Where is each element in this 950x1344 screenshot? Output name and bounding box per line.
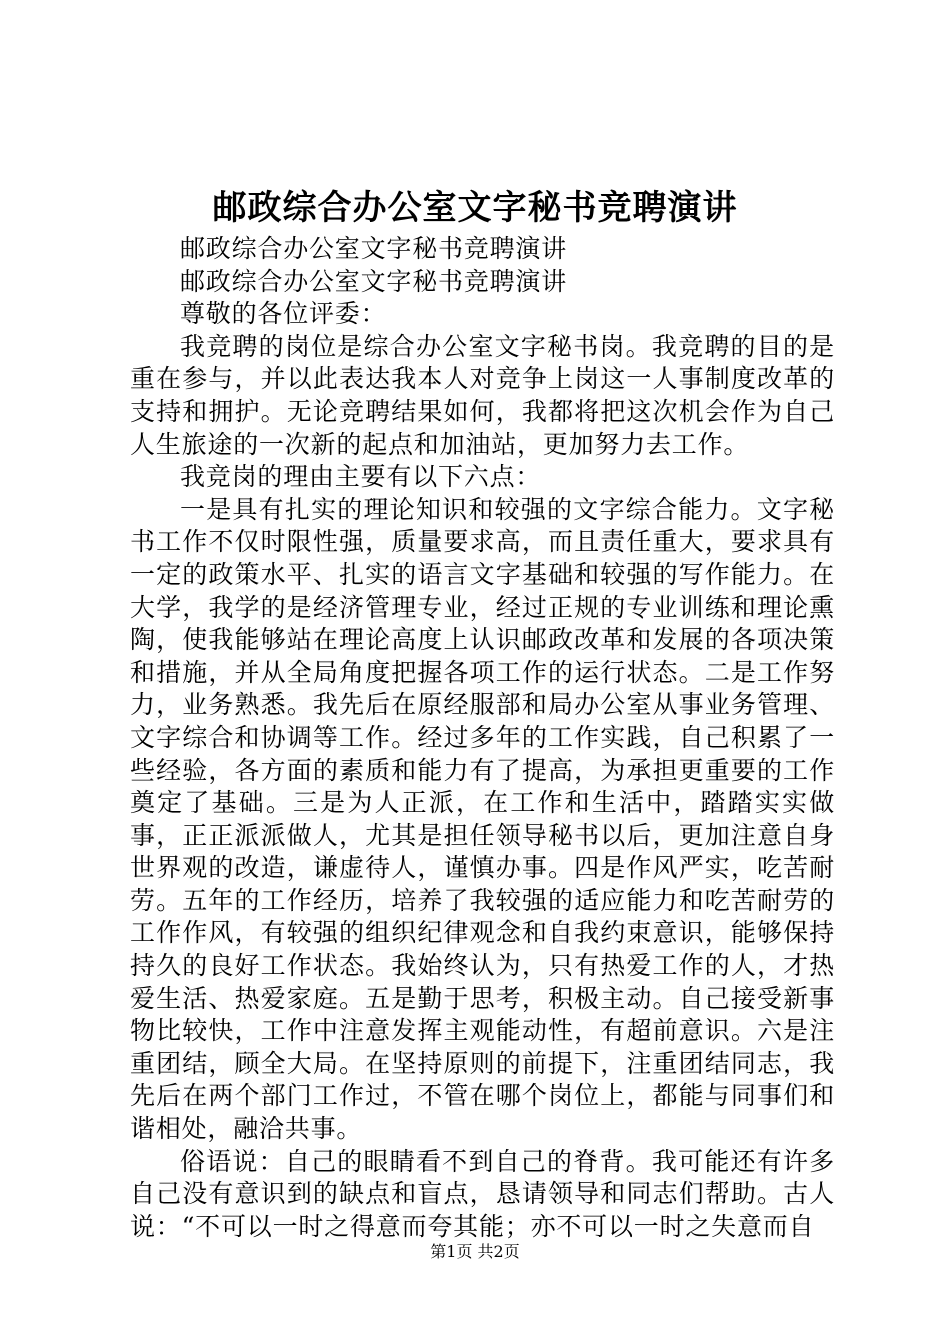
body-paragraph: 邮政综合办公室文字秘书竞聘演讲 xyxy=(180,234,568,263)
document-title: 邮政综合办公室文字秘书竞聘演讲 xyxy=(212,188,738,228)
body-paragraph: 一是具有扎实的理论知识和较强的文字综合能力。文字秘书工作不仅时限性强，质量要求高，而且责任重大，要求具有一定的政策水平、扎实的语言文字基础和较强的写作能力。在大学，我学的是经济管理专业，经过正规的专业训练和理论熏陶，使我能够站在理论高度上认识邮政改革和发展的各项决策和措施，并从全局角度把握各项工作的运行状态。二是工作努力，业务熟悉。我先后在原经服部和局办公室从事业务管理、文字综合和协调等工作。经过多年的工作实践，自己积累了一些经验，各方面的素质和能力有了提高，为承担更重要的工作奠定了基础。三是为人正派，在工作和生活中，踏踏实实做事，正正派派做人，尤其是担任领导秘书以后，更加注意自身世界观的改造，谦虚待人，谨慎办事。四是作风严实，吃苦耐劳。五年的工作经历，培养了我较强的适应能力和吃苦耐劳的工作作风，有较强的组织纪律观念和自我约束意识，能够保持持久的良好工作状态。我始终认为，只有热爱工作的人，才热爱生活、热爱家庭。五是勤于思考，积极主动。自己接受新事物比较快，工作中注意发挥主观能动性，有超前意识。六是注重团结，顾全大局。在坚持原则的前提下，注重团结同志，我先后在两个部门工作过，不管在哪个岗位上，都能与同事们和谐相处，融洽共事。 xyxy=(130,494,835,1144)
body-paragraph: 邮政综合办公室文字秘书竞聘演讲 xyxy=(180,266,568,296)
document-body xyxy=(130,233,835,1243)
page-footer: 第1页 共2页 xyxy=(430,1242,520,1261)
body-paragraph: 俗语说：自己的眼睛看不到自己的脊背。我可能还有许多自己没有意识到的缺点和盲点，恳请领导和同志们帮助。古人说：“不可以一时之得意而夸其能；亦不可以一时之失意而自 xyxy=(130,1146,835,1241)
body-paragraph: 我竞聘的岗位是综合办公室文字秘书岗。我竞聘的目的是重在参与，并以此表达我本人对竞争上岗这一人事制度改革的支持和拥护。无论竞聘结果如何，我都将把这次机会作为自己人生旅途的一次新的起点和加油站，更加努力去工作。 xyxy=(130,331,835,459)
salutation: 尊敬的各位评委： xyxy=(180,299,387,329)
body-paragraph: 我竞岗的理由主要有以下六点： xyxy=(180,462,542,492)
